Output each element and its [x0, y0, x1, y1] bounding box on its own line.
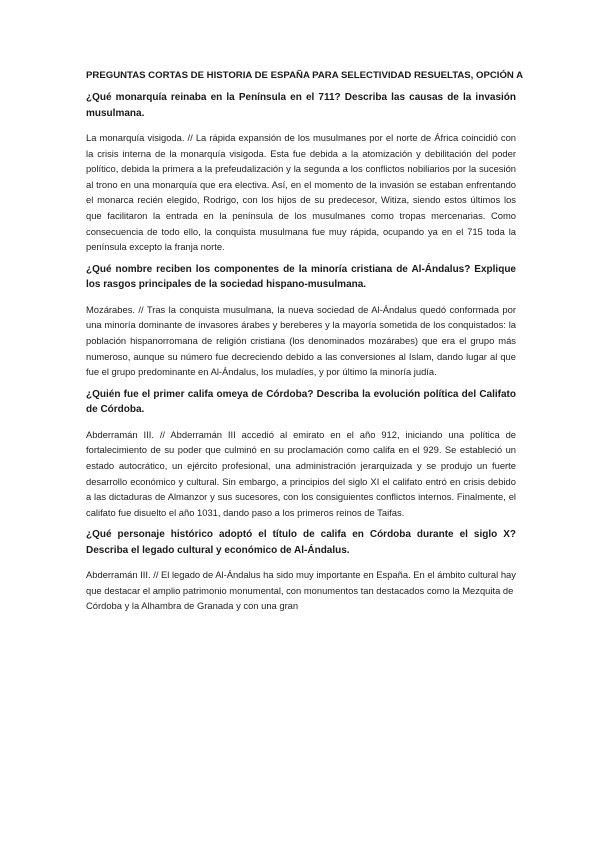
- answer-2: Mozárabes. // Tras la conquista musulmana, la nueva sociedad de Al-Ándalus quedó conformada por una minoría dominante de invasores árabes y bereberes y la mayoría sometida de los conquistados: la población hispanorromana de religión cristiana (los denominados mozárabes) que era el grupo más numeroso, aunque su número fue decreciendo debido a las conversiones al Islam, dando lugar al que fue el grupo predominante en Al-Ándalus, los muladíes, y por último la minoría judía.: [86, 303, 516, 378]
- document-title: PREGUNTAS CORTAS DE HISTORIA DE ESPAÑA PARA SELECTIVIDAD RESUELTAS, OPCIÓN A: [86, 70, 524, 81]
- question-1: ¿Qué monarquía reinaba en la Península en el 711? Describa las causas de la invasión musulmana.: [86, 92, 516, 119]
- answer-1: La monarquía visigoda. // La rápida expansión de los musulmanes por el norte de África coincidió con la crisis interna de la monarquía visigoda. Esta fue debida a la atomización y debilitación del poder político, debida la primera a la prefeudalización y la segunda a los conflictos nobiliarios por la sucesión al trono en una monarquía que era electiva. Así, en el momento de la invasión se estaban enfrentando el monarca recién elegido, Rodrigo, con los hijos de su predecesor, Witiza, siendo estos últimos los que facilitaron la entrada en la península de los musulmanes como tropas mercenarias. Como consecuencia de todo ello, la conquista musulmana fue muy rápida, ocupando ya en el 715 toda la península excepto la franja norte.: [86, 132, 516, 253]
- question-2: ¿Qué nombre reciben los componentes de la minoría cristiana de Al-Ándalus? Explique los rasgos principales de la sociedad hispano-musulmana.: [86, 263, 516, 291]
- answer-4: Abderramán III. // El legado de Al-Ándalus ha sido muy importante en España. En el ámbito cultural hay que destacar el amplio patrimonio monumental, con monumentos tan destacados como la Mezquita de Córdoba y la Alhambra de Granada y con una gran: [86, 569, 516, 612]
- answer-3: Abderramán III. // Abderramán III accedió al emirato en el año 912, iniciando una política de fortalecimiento de su poder que culminó en su proclamación como califa en el 929. Se estableció un estado autocrático, un ejército profesional, una administración jerarquizada y se produjo un fuerte desarrollo económico y cultural. Sin embargo, a principios del siglo XI el califato entró en crisis debido a las dictaduras de Almanzor y sus sucesores, con los consiguientes conflictos internos. Finalmente, el califato fue disuelto el año 1031, dando paso a los primeros reinos de Taifas.: [86, 428, 516, 518]
- question-4: ¿Qué personaje histórico adoptó el título de califa en Córdoba durante el siglo X? Describa el legado cultural y económico de Al-Ándalus.: [86, 529, 516, 556]
- question-3: ¿Quién fue el primer califa omeya de Córdoba? Describa la evolución política del Califato de Córdoba.: [86, 388, 516, 416]
